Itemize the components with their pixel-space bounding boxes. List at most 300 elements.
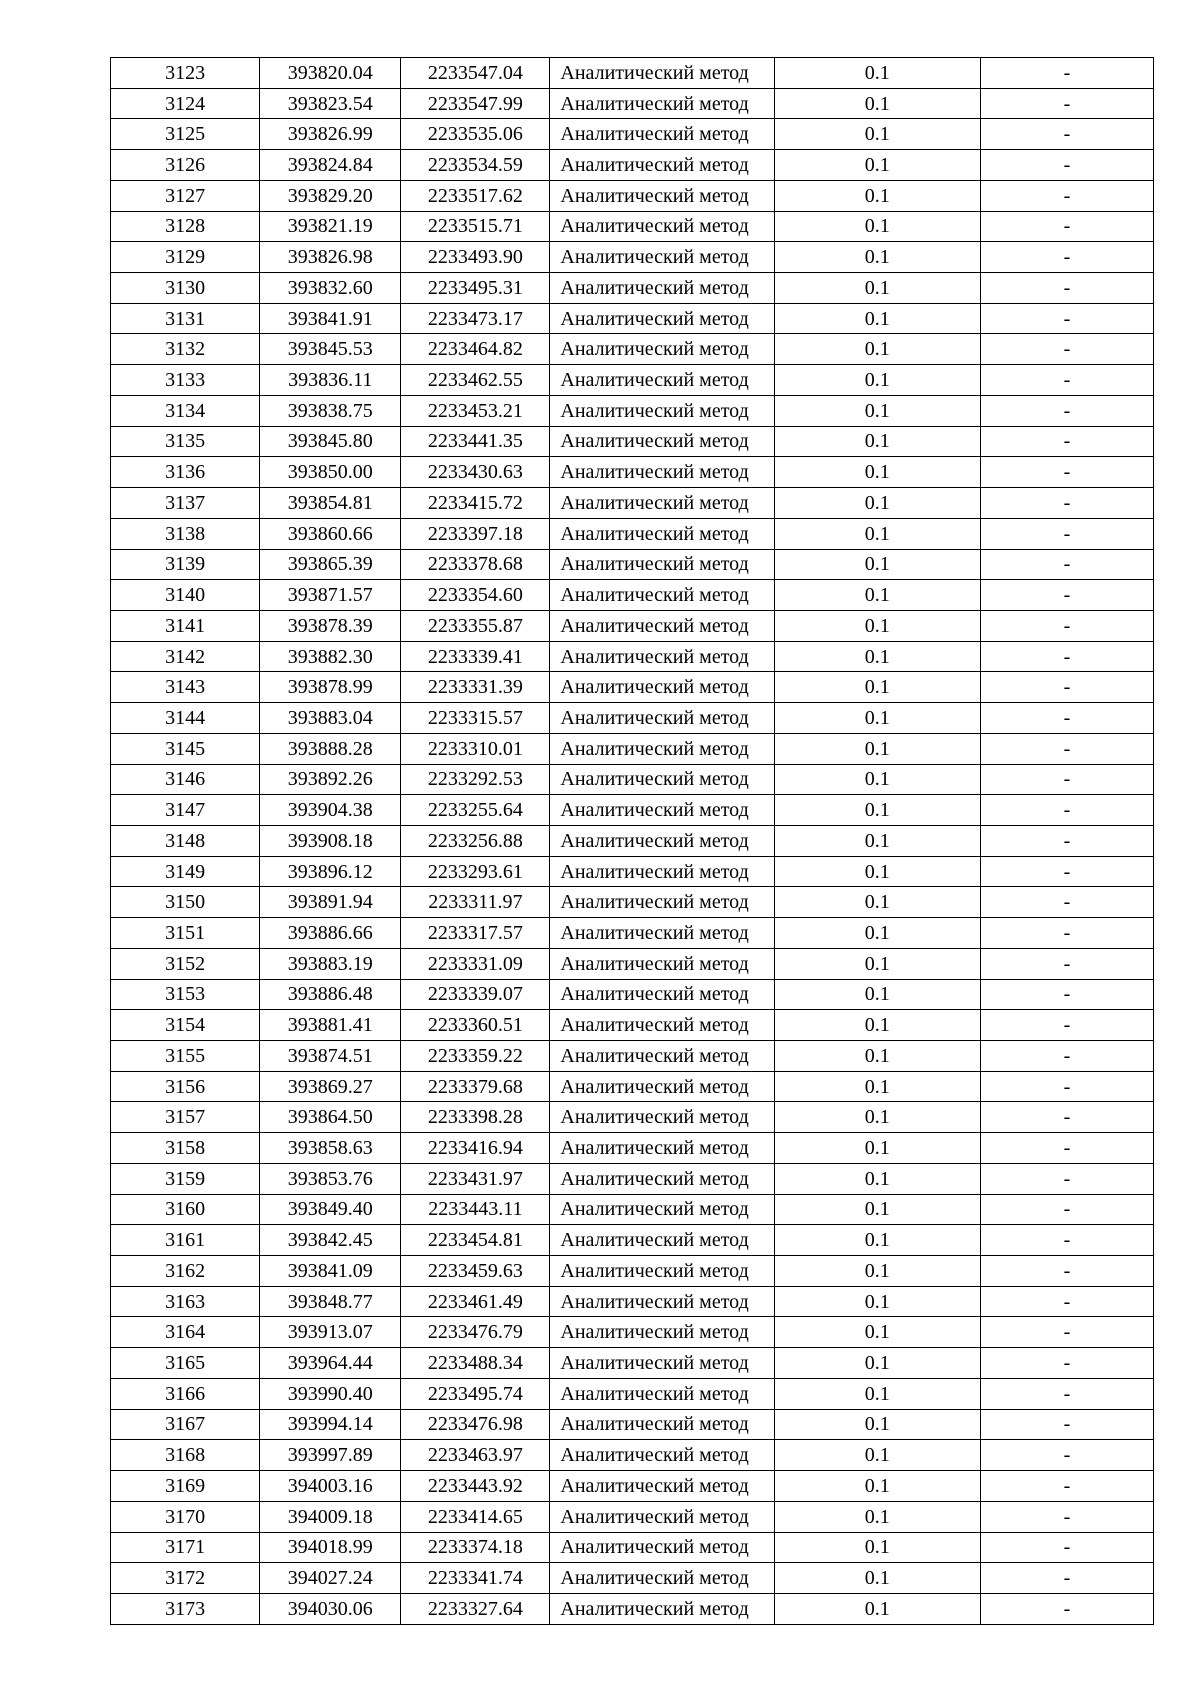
method-cell: Аналитический метод bbox=[550, 703, 774, 734]
note-cell: - bbox=[980, 948, 1153, 979]
method-cell: Аналитический метод bbox=[550, 1163, 774, 1194]
point-number-cell: 3162 bbox=[111, 1256, 260, 1287]
table-row bbox=[111, 795, 1154, 826]
note-cell: - bbox=[980, 1071, 1153, 1102]
note-cell: - bbox=[980, 211, 1153, 242]
point-number-cell: 3149 bbox=[111, 856, 260, 887]
table-row bbox=[111, 764, 1154, 795]
accuracy-cell: 0.1 bbox=[774, 1348, 980, 1379]
y-coordinate-cell: 2233488.34 bbox=[401, 1348, 550, 1379]
point-number-cell: 3151 bbox=[111, 918, 260, 949]
table-row bbox=[111, 672, 1154, 703]
method-cell: Аналитический метод bbox=[550, 1102, 774, 1133]
table-row bbox=[111, 1256, 1154, 1287]
point-number-cell: 3152 bbox=[111, 948, 260, 979]
accuracy-cell: 0.1 bbox=[774, 242, 980, 273]
table-row bbox=[111, 825, 1154, 856]
x-coordinate-cell: 394027.24 bbox=[260, 1563, 401, 1594]
y-coordinate-cell: 2233547.99 bbox=[401, 88, 550, 119]
accuracy-cell: 0.1 bbox=[774, 918, 980, 949]
accuracy-cell: 0.1 bbox=[774, 795, 980, 826]
table-row bbox=[111, 457, 1154, 488]
x-coordinate-cell: 393874.51 bbox=[260, 1041, 401, 1072]
table-row bbox=[111, 211, 1154, 242]
note-cell: - bbox=[980, 150, 1153, 181]
table-row bbox=[111, 1593, 1154, 1624]
x-coordinate-cell: 393841.09 bbox=[260, 1256, 401, 1287]
point-number-cell: 3163 bbox=[111, 1286, 260, 1317]
table-row bbox=[111, 580, 1154, 611]
note-cell: - bbox=[980, 918, 1153, 949]
point-number-cell: 3171 bbox=[111, 1532, 260, 1563]
method-cell: Аналитический метод bbox=[550, 211, 774, 242]
x-coordinate-cell: 393860.66 bbox=[260, 518, 401, 549]
y-coordinate-cell: 2233379.68 bbox=[401, 1071, 550, 1102]
accuracy-cell: 0.1 bbox=[774, 273, 980, 304]
table-row bbox=[111, 1317, 1154, 1348]
method-cell: Аналитический метод bbox=[550, 488, 774, 519]
x-coordinate-cell: 393838.75 bbox=[260, 395, 401, 426]
note-cell: - bbox=[980, 1163, 1153, 1194]
x-coordinate-cell: 393878.99 bbox=[260, 672, 401, 703]
accuracy-cell: 0.1 bbox=[774, 979, 980, 1010]
point-number-cell: 3168 bbox=[111, 1440, 260, 1471]
note-cell: - bbox=[980, 457, 1153, 488]
y-coordinate-cell: 2233547.04 bbox=[401, 58, 550, 89]
accuracy-cell: 0.1 bbox=[774, 1194, 980, 1225]
y-coordinate-cell: 2233515.71 bbox=[401, 211, 550, 242]
method-cell: Аналитический метод bbox=[550, 180, 774, 211]
point-number-cell: 3154 bbox=[111, 1010, 260, 1041]
method-cell: Аналитический метод bbox=[550, 58, 774, 89]
x-coordinate-cell: 393886.66 bbox=[260, 918, 401, 949]
x-coordinate-cell: 393842.45 bbox=[260, 1225, 401, 1256]
note-cell: - bbox=[980, 58, 1153, 89]
table-row bbox=[111, 1286, 1154, 1317]
accuracy-cell: 0.1 bbox=[774, 549, 980, 580]
note-cell: - bbox=[980, 580, 1153, 611]
accuracy-cell: 0.1 bbox=[774, 1409, 980, 1440]
table-row bbox=[111, 1348, 1154, 1379]
note-cell: - bbox=[980, 1378, 1153, 1409]
x-coordinate-cell: 393848.77 bbox=[260, 1286, 401, 1317]
point-number-cell: 3138 bbox=[111, 518, 260, 549]
method-cell: Аналитический метод bbox=[550, 1378, 774, 1409]
table-row bbox=[111, 1071, 1154, 1102]
accuracy-cell: 0.1 bbox=[774, 426, 980, 457]
note-cell: - bbox=[980, 334, 1153, 365]
point-number-cell: 3141 bbox=[111, 610, 260, 641]
table-row bbox=[111, 518, 1154, 549]
point-number-cell: 3129 bbox=[111, 242, 260, 273]
table-row bbox=[111, 150, 1154, 181]
note-cell: - bbox=[980, 1348, 1153, 1379]
point-number-cell: 3130 bbox=[111, 273, 260, 304]
point-number-cell: 3145 bbox=[111, 733, 260, 764]
x-coordinate-cell: 393836.11 bbox=[260, 365, 401, 396]
method-cell: Аналитический метод bbox=[550, 856, 774, 887]
x-coordinate-cell: 393892.26 bbox=[260, 764, 401, 795]
x-coordinate-cell: 393964.44 bbox=[260, 1348, 401, 1379]
y-coordinate-cell: 2233255.64 bbox=[401, 795, 550, 826]
method-cell: Аналитический метод bbox=[550, 825, 774, 856]
y-coordinate-cell: 2233398.28 bbox=[401, 1102, 550, 1133]
x-coordinate-cell: 393883.04 bbox=[260, 703, 401, 734]
point-number-cell: 3124 bbox=[111, 88, 260, 119]
point-number-cell: 3153 bbox=[111, 979, 260, 1010]
y-coordinate-cell: 2233311.97 bbox=[401, 887, 550, 918]
y-coordinate-cell: 2233476.98 bbox=[401, 1409, 550, 1440]
x-coordinate-cell: 393865.39 bbox=[260, 549, 401, 580]
y-coordinate-cell: 2233359.22 bbox=[401, 1041, 550, 1072]
x-coordinate-cell: 393886.48 bbox=[260, 979, 401, 1010]
point-number-cell: 3139 bbox=[111, 549, 260, 580]
y-coordinate-cell: 2233415.72 bbox=[401, 488, 550, 519]
y-coordinate-cell: 2233430.63 bbox=[401, 457, 550, 488]
method-cell: Аналитический метод bbox=[550, 1256, 774, 1287]
note-cell: - bbox=[980, 1286, 1153, 1317]
accuracy-cell: 0.1 bbox=[774, 825, 980, 856]
point-number-cell: 3155 bbox=[111, 1041, 260, 1072]
note-cell: - bbox=[980, 273, 1153, 304]
y-coordinate-cell: 2233374.18 bbox=[401, 1532, 550, 1563]
x-coordinate-cell: 393826.99 bbox=[260, 119, 401, 150]
table-row bbox=[111, 1440, 1154, 1471]
point-number-cell: 3140 bbox=[111, 580, 260, 611]
note-cell: - bbox=[980, 365, 1153, 396]
y-coordinate-cell: 2233339.07 bbox=[401, 979, 550, 1010]
x-coordinate-cell: 393824.84 bbox=[260, 150, 401, 181]
x-coordinate-cell: 394030.06 bbox=[260, 1593, 401, 1624]
x-coordinate-cell: 393881.41 bbox=[260, 1010, 401, 1041]
table-row bbox=[111, 1409, 1154, 1440]
accuracy-cell: 0.1 bbox=[774, 703, 980, 734]
y-coordinate-cell: 2233535.06 bbox=[401, 119, 550, 150]
table-row bbox=[111, 119, 1154, 150]
y-coordinate-cell: 2233292.53 bbox=[401, 764, 550, 795]
accuracy-cell: 0.1 bbox=[774, 395, 980, 426]
table-row bbox=[111, 242, 1154, 273]
x-coordinate-cell: 393820.04 bbox=[260, 58, 401, 89]
table-row bbox=[111, 1501, 1154, 1532]
y-coordinate-cell: 2233495.74 bbox=[401, 1378, 550, 1409]
note-cell: - bbox=[980, 1041, 1153, 1072]
x-coordinate-cell: 393849.40 bbox=[260, 1194, 401, 1225]
note-cell: - bbox=[980, 672, 1153, 703]
method-cell: Аналитический метод bbox=[550, 1133, 774, 1164]
x-coordinate-cell: 393913.07 bbox=[260, 1317, 401, 1348]
note-cell: - bbox=[980, 395, 1153, 426]
accuracy-cell: 0.1 bbox=[774, 119, 980, 150]
x-coordinate-cell: 393823.54 bbox=[260, 88, 401, 119]
note-cell: - bbox=[980, 1409, 1153, 1440]
method-cell: Аналитический метод bbox=[550, 580, 774, 611]
y-coordinate-cell: 2233354.60 bbox=[401, 580, 550, 611]
table-row bbox=[111, 58, 1154, 89]
note-cell: - bbox=[980, 1501, 1153, 1532]
method-cell: Аналитический метод bbox=[550, 1563, 774, 1594]
method-cell: Аналитический метод bbox=[550, 795, 774, 826]
method-cell: Аналитический метод bbox=[550, 1348, 774, 1379]
x-coordinate-cell: 393869.27 bbox=[260, 1071, 401, 1102]
note-cell: - bbox=[980, 119, 1153, 150]
table-row bbox=[111, 365, 1154, 396]
method-cell: Аналитический метод bbox=[550, 1194, 774, 1225]
method-cell: Аналитический метод bbox=[550, 641, 774, 672]
method-cell: Аналитический метод bbox=[550, 303, 774, 334]
point-number-cell: 3150 bbox=[111, 887, 260, 918]
note-cell: - bbox=[980, 1256, 1153, 1287]
accuracy-cell: 0.1 bbox=[774, 948, 980, 979]
x-coordinate-cell: 393858.63 bbox=[260, 1133, 401, 1164]
accuracy-cell: 0.1 bbox=[774, 1225, 980, 1256]
note-cell: - bbox=[980, 1194, 1153, 1225]
accuracy-cell: 0.1 bbox=[774, 1163, 980, 1194]
x-coordinate-cell: 393904.38 bbox=[260, 795, 401, 826]
note-cell: - bbox=[980, 303, 1153, 334]
accuracy-cell: 0.1 bbox=[774, 1501, 980, 1532]
table-row bbox=[111, 1041, 1154, 1072]
note-cell: - bbox=[980, 1010, 1153, 1041]
method-cell: Аналитический метод bbox=[550, 1409, 774, 1440]
note-cell: - bbox=[980, 1133, 1153, 1164]
table-row bbox=[111, 303, 1154, 334]
point-number-cell: 3123 bbox=[111, 58, 260, 89]
note-cell: - bbox=[980, 1563, 1153, 1594]
x-coordinate-cell: 393845.53 bbox=[260, 334, 401, 365]
y-coordinate-cell: 2233378.68 bbox=[401, 549, 550, 580]
table-row bbox=[111, 1563, 1154, 1594]
point-number-cell: 3147 bbox=[111, 795, 260, 826]
table-row bbox=[111, 426, 1154, 457]
y-coordinate-cell: 2233443.11 bbox=[401, 1194, 550, 1225]
x-coordinate-cell: 393854.81 bbox=[260, 488, 401, 519]
point-number-cell: 3166 bbox=[111, 1378, 260, 1409]
method-cell: Аналитический метод bbox=[550, 88, 774, 119]
note-cell: - bbox=[980, 180, 1153, 211]
accuracy-cell: 0.1 bbox=[774, 1471, 980, 1502]
method-cell: Аналитический метод bbox=[550, 948, 774, 979]
method-cell: Аналитический метод bbox=[550, 518, 774, 549]
y-coordinate-cell: 2233416.94 bbox=[401, 1133, 550, 1164]
x-coordinate-cell: 393882.30 bbox=[260, 641, 401, 672]
method-cell: Аналитический метод bbox=[550, 119, 774, 150]
y-coordinate-cell: 2233339.41 bbox=[401, 641, 550, 672]
method-cell: Аналитический метод bbox=[550, 457, 774, 488]
method-cell: Аналитический метод bbox=[550, 1010, 774, 1041]
note-cell: - bbox=[980, 979, 1153, 1010]
y-coordinate-cell: 2233331.39 bbox=[401, 672, 550, 703]
x-coordinate-cell: 393997.89 bbox=[260, 1440, 401, 1471]
accuracy-cell: 0.1 bbox=[774, 1071, 980, 1102]
accuracy-cell: 0.1 bbox=[774, 1440, 980, 1471]
point-number-cell: 3148 bbox=[111, 825, 260, 856]
point-number-cell: 3164 bbox=[111, 1317, 260, 1348]
accuracy-cell: 0.1 bbox=[774, 856, 980, 887]
note-cell: - bbox=[980, 733, 1153, 764]
accuracy-cell: 0.1 bbox=[774, 457, 980, 488]
accuracy-cell: 0.1 bbox=[774, 1010, 980, 1041]
note-cell: - bbox=[980, 488, 1153, 519]
point-number-cell: 3157 bbox=[111, 1102, 260, 1133]
point-number-cell: 3172 bbox=[111, 1563, 260, 1594]
accuracy-cell: 0.1 bbox=[774, 211, 980, 242]
table-row bbox=[111, 610, 1154, 641]
point-number-cell: 3125 bbox=[111, 119, 260, 150]
y-coordinate-cell: 2233473.17 bbox=[401, 303, 550, 334]
y-coordinate-cell: 2233355.87 bbox=[401, 610, 550, 641]
table-row bbox=[111, 334, 1154, 365]
y-coordinate-cell: 2233517.62 bbox=[401, 180, 550, 211]
accuracy-cell: 0.1 bbox=[774, 1041, 980, 1072]
table-row bbox=[111, 1010, 1154, 1041]
point-number-cell: 3173 bbox=[111, 1593, 260, 1624]
accuracy-cell: 0.1 bbox=[774, 580, 980, 611]
method-cell: Аналитический метод bbox=[550, 1317, 774, 1348]
accuracy-cell: 0.1 bbox=[774, 488, 980, 519]
y-coordinate-cell: 2233293.61 bbox=[401, 856, 550, 887]
y-coordinate-cell: 2233310.01 bbox=[401, 733, 550, 764]
method-cell: Аналитический метод bbox=[550, 1532, 774, 1563]
table-row bbox=[111, 1378, 1154, 1409]
point-number-cell: 3127 bbox=[111, 180, 260, 211]
method-cell: Аналитический метод bbox=[550, 1501, 774, 1532]
method-cell: Аналитический метод bbox=[550, 610, 774, 641]
y-coordinate-cell: 2233476.79 bbox=[401, 1317, 550, 1348]
table-row bbox=[111, 549, 1154, 580]
point-number-cell: 3160 bbox=[111, 1194, 260, 1225]
accuracy-cell: 0.1 bbox=[774, 334, 980, 365]
method-cell: Аналитический метод bbox=[550, 426, 774, 457]
point-number-cell: 3170 bbox=[111, 1501, 260, 1532]
y-coordinate-cell: 2233317.57 bbox=[401, 918, 550, 949]
x-coordinate-cell: 393990.40 bbox=[260, 1378, 401, 1409]
accuracy-cell: 0.1 bbox=[774, 1563, 980, 1594]
y-coordinate-cell: 2233461.49 bbox=[401, 1286, 550, 1317]
accuracy-cell: 0.1 bbox=[774, 672, 980, 703]
accuracy-cell: 0.1 bbox=[774, 1532, 980, 1563]
x-coordinate-cell: 394009.18 bbox=[260, 1501, 401, 1532]
x-coordinate-cell: 393896.12 bbox=[260, 856, 401, 887]
y-coordinate-cell: 2233341.74 bbox=[401, 1563, 550, 1594]
note-cell: - bbox=[980, 549, 1153, 580]
point-number-cell: 3156 bbox=[111, 1071, 260, 1102]
table-row bbox=[111, 1163, 1154, 1194]
point-number-cell: 3136 bbox=[111, 457, 260, 488]
accuracy-cell: 0.1 bbox=[774, 58, 980, 89]
y-coordinate-cell: 2233454.81 bbox=[401, 1225, 550, 1256]
table-row bbox=[111, 703, 1154, 734]
accuracy-cell: 0.1 bbox=[774, 1286, 980, 1317]
note-cell: - bbox=[980, 641, 1153, 672]
point-number-cell: 3165 bbox=[111, 1348, 260, 1379]
method-cell: Аналитический метод bbox=[550, 764, 774, 795]
method-cell: Аналитический метод bbox=[550, 733, 774, 764]
accuracy-cell: 0.1 bbox=[774, 1317, 980, 1348]
y-coordinate-cell: 2233495.31 bbox=[401, 273, 550, 304]
accuracy-cell: 0.1 bbox=[774, 365, 980, 396]
y-coordinate-cell: 2233331.09 bbox=[401, 948, 550, 979]
point-number-cell: 3159 bbox=[111, 1163, 260, 1194]
x-coordinate-cell: 393994.14 bbox=[260, 1409, 401, 1440]
method-cell: Аналитический метод bbox=[550, 334, 774, 365]
point-number-cell: 3142 bbox=[111, 641, 260, 672]
y-coordinate-cell: 2233493.90 bbox=[401, 242, 550, 273]
method-cell: Аналитический метод bbox=[550, 887, 774, 918]
x-coordinate-cell: 393832.60 bbox=[260, 273, 401, 304]
x-coordinate-cell: 393888.28 bbox=[260, 733, 401, 764]
y-coordinate-cell: 2233315.57 bbox=[401, 703, 550, 734]
x-coordinate-cell: 393829.20 bbox=[260, 180, 401, 211]
y-coordinate-cell: 2233443.92 bbox=[401, 1471, 550, 1502]
coordinates-table-body bbox=[111, 58, 1154, 1625]
table-row bbox=[111, 948, 1154, 979]
accuracy-cell: 0.1 bbox=[774, 180, 980, 211]
point-number-cell: 3133 bbox=[111, 365, 260, 396]
x-coordinate-cell: 393850.00 bbox=[260, 457, 401, 488]
method-cell: Аналитический метод bbox=[550, 1225, 774, 1256]
table-row bbox=[111, 273, 1154, 304]
y-coordinate-cell: 2233256.88 bbox=[401, 825, 550, 856]
x-coordinate-cell: 393853.76 bbox=[260, 1163, 401, 1194]
x-coordinate-cell: 393878.39 bbox=[260, 610, 401, 641]
table-row bbox=[111, 1194, 1154, 1225]
y-coordinate-cell: 2233453.21 bbox=[401, 395, 550, 426]
accuracy-cell: 0.1 bbox=[774, 1593, 980, 1624]
note-cell: - bbox=[980, 88, 1153, 119]
method-cell: Аналитический метод bbox=[550, 549, 774, 580]
accuracy-cell: 0.1 bbox=[774, 641, 980, 672]
x-coordinate-cell: 393908.18 bbox=[260, 825, 401, 856]
point-number-cell: 3131 bbox=[111, 303, 260, 334]
point-number-cell: 3132 bbox=[111, 334, 260, 365]
accuracy-cell: 0.1 bbox=[774, 1133, 980, 1164]
note-cell: - bbox=[980, 1471, 1153, 1502]
note-cell: - bbox=[980, 1102, 1153, 1133]
x-coordinate-cell: 393891.94 bbox=[260, 887, 401, 918]
note-cell: - bbox=[980, 825, 1153, 856]
method-cell: Аналитический метод bbox=[550, 1440, 774, 1471]
point-number-cell: 3135 bbox=[111, 426, 260, 457]
table-row bbox=[111, 887, 1154, 918]
accuracy-cell: 0.1 bbox=[774, 88, 980, 119]
table-row bbox=[111, 641, 1154, 672]
point-number-cell: 3134 bbox=[111, 395, 260, 426]
note-cell: - bbox=[980, 1440, 1153, 1471]
x-coordinate-cell: 393841.91 bbox=[260, 303, 401, 334]
table-row bbox=[111, 1225, 1154, 1256]
y-coordinate-cell: 2233463.97 bbox=[401, 1440, 550, 1471]
point-number-cell: 3169 bbox=[111, 1471, 260, 1502]
y-coordinate-cell: 2233431.97 bbox=[401, 1163, 550, 1194]
y-coordinate-cell: 2233360.51 bbox=[401, 1010, 550, 1041]
accuracy-cell: 0.1 bbox=[774, 610, 980, 641]
x-coordinate-cell: 393883.19 bbox=[260, 948, 401, 979]
note-cell: - bbox=[980, 795, 1153, 826]
note-cell: - bbox=[980, 426, 1153, 457]
method-cell: Аналитический метод bbox=[550, 918, 774, 949]
note-cell: - bbox=[980, 1225, 1153, 1256]
note-cell: - bbox=[980, 1593, 1153, 1624]
method-cell: Аналитический метод bbox=[550, 1471, 774, 1502]
x-coordinate-cell: 393871.57 bbox=[260, 580, 401, 611]
y-coordinate-cell: 2233464.82 bbox=[401, 334, 550, 365]
note-cell: - bbox=[980, 764, 1153, 795]
method-cell: Аналитический метод bbox=[550, 242, 774, 273]
x-coordinate-cell: 393845.80 bbox=[260, 426, 401, 457]
table-row bbox=[111, 1133, 1154, 1164]
accuracy-cell: 0.1 bbox=[774, 1102, 980, 1133]
